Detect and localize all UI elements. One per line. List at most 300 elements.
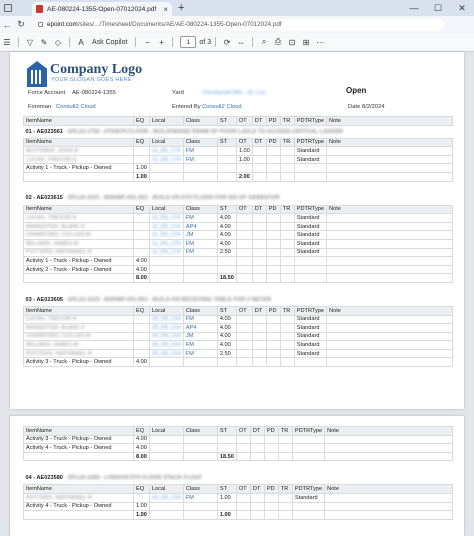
tr-cell: [280, 248, 294, 257]
tr-cell: [280, 315, 294, 324]
local-cell: 11_D5_174: [149, 248, 183, 257]
table-row[interactable]: [24, 248, 453, 257]
eq-cell: 4.00: [134, 444, 150, 453]
section-title: 04 - AE023580: [25, 475, 63, 482]
class-cell: [183, 164, 217, 173]
st-cell: 4.00: [217, 231, 236, 240]
empty-cell: [264, 452, 278, 461]
item-name: BANNISTER, BLAKE D: [24, 222, 134, 231]
column-header: TR: [280, 306, 294, 315]
class-cell: [183, 265, 217, 274]
ot-cell: [236, 349, 252, 358]
empty-cell: [327, 274, 453, 283]
ot-cell: [236, 315, 252, 324]
column-header: Class: [183, 485, 217, 494]
eq-cell: [134, 332, 150, 341]
read-aloud-icon[interactable]: A: [78, 37, 84, 47]
empty-cell: [149, 274, 183, 283]
eq-cell: 1.00: [134, 164, 150, 173]
section-description: - SPL24-1631 - 8000WF-001-851 - BUILD ON 6TH FLOOR FOR SDI OF GENRATOR: [64, 195, 280, 202]
note-cell: [327, 315, 453, 324]
page-total: of 3: [199, 38, 212, 46]
fit-icon[interactable]: ⇔: [237, 37, 246, 47]
empty-cell: [149, 452, 183, 461]
more-icon[interactable]: ⋯: [316, 37, 325, 47]
pd-cell: [266, 341, 280, 350]
table-row[interactable]: [24, 502, 453, 511]
class-cell: JM: [183, 231, 217, 240]
foreman-label: Foreman: [28, 104, 52, 110]
tr-cell: [280, 214, 294, 223]
eq-cell: [134, 315, 150, 324]
search-icon[interactable]: ⌕: [261, 37, 267, 46]
ot-cell: [236, 248, 252, 257]
pdtr-type-cell: Standard: [294, 222, 326, 231]
column-header: EQ: [134, 117, 150, 126]
empty-cell: [294, 172, 326, 181]
class-cell: [183, 435, 217, 444]
browser-titlebar: [0, 0, 474, 16]
table-header-row: [24, 205, 453, 214]
table-row[interactable]: [24, 155, 453, 164]
column-header: PDTRType: [294, 306, 326, 315]
force-account-value: AE-080224-1355: [72, 90, 116, 96]
item-name: Activity 1 - Truck - Pickup - Owned: [24, 257, 134, 266]
item-name: BUTTIMER, JOHN B: [24, 147, 134, 156]
dt-cell: [252, 155, 266, 164]
company-name: Company Logo: [50, 62, 143, 77]
st-cell: [217, 147, 236, 156]
column-header: PD: [266, 306, 280, 315]
table-header-row: [24, 138, 453, 147]
column-header: Class: [183, 306, 217, 315]
column-header: OT: [236, 117, 252, 126]
empty-cell: [292, 452, 324, 461]
tr-cell: [280, 358, 294, 367]
minimize-button[interactable]: —: [409, 3, 419, 13]
pd-cell: [266, 315, 280, 324]
eq-cell: [134, 239, 150, 248]
st-cell: [217, 257, 236, 266]
st-cell: [217, 155, 236, 164]
item-name: MILLARD, JAMES M: [24, 239, 134, 248]
refresh-icon[interactable]: ↻: [17, 19, 25, 29]
save-icon[interactable]: ⊡: [288, 37, 296, 47]
note-cell: [327, 332, 453, 341]
url-path: /sites/.../Timesheet/Documents/AE/AE-080224-1355-Open-07012024.pdf: [77, 21, 282, 28]
back-icon[interactable]: ←: [2, 19, 12, 30]
close-window-button[interactable]: ✕: [458, 3, 466, 13]
section-header: [24, 125, 453, 138]
column-header: OT: [236, 485, 250, 494]
empty-cell: [264, 511, 278, 520]
table-row[interactable]: [24, 324, 453, 333]
ask-copilot-button[interactable]: Ask Copilot: [92, 38, 128, 46]
pdtr-type-cell: [294, 164, 326, 173]
table-row[interactable]: [24, 147, 453, 156]
local-cell: 20_D5_214: [149, 324, 183, 333]
class-cell: [183, 257, 217, 266]
class-cell: FM: [183, 341, 217, 350]
total-label: [24, 511, 134, 520]
table-row[interactable]: [24, 341, 453, 350]
local-cell: [149, 444, 183, 453]
total-label: [24, 274, 134, 283]
empty-cell: [327, 172, 453, 181]
tr-cell: [280, 222, 294, 231]
table-row[interactable]: [24, 257, 453, 266]
column-header: PDTRType: [292, 485, 324, 494]
column-header: ItemName: [24, 485, 134, 494]
column-header: ST: [217, 485, 236, 494]
ot-cell: [236, 444, 250, 453]
pdtr-type-cell: Standard: [294, 332, 326, 341]
dt-cell: [252, 214, 266, 223]
item-name: BANNISTER, BLAKE D: [24, 324, 134, 333]
local-cell: 20_D5_214: [149, 349, 183, 358]
pd-cell: [266, 248, 280, 257]
pd-cell: [266, 147, 280, 156]
class-cell: FM: [183, 147, 217, 156]
total-ot: [236, 452, 250, 461]
st-cell: [217, 265, 236, 274]
pd-cell: [264, 502, 278, 511]
tab-title: AE-080224-1355-Open-07012024.pdf: [47, 5, 157, 13]
eq-cell: 4.00: [134, 358, 150, 367]
empty-cell: [266, 274, 280, 283]
class-cell: AP4: [183, 222, 217, 231]
draw-icon[interactable]: ▽: [26, 37, 34, 47]
column-header: TR: [280, 117, 294, 126]
section-header: [24, 472, 453, 485]
total-st: [217, 172, 236, 181]
table-row[interactable]: [24, 358, 453, 367]
dt-cell: [250, 493, 264, 502]
maximize-button[interactable]: ☐: [433, 3, 443, 13]
note-cell: [327, 164, 453, 173]
column-header: ItemName: [24, 205, 134, 214]
local-cell: [149, 164, 183, 173]
table-row[interactable]: [24, 265, 453, 274]
tr-cell: [280, 147, 294, 156]
item-name: Activity 4 - Truck - Pickup - Owned: [24, 502, 134, 511]
column-header: PDTRType: [292, 427, 324, 436]
st-cell: 2.50: [217, 248, 236, 257]
column-header: EQ: [134, 138, 150, 147]
workspaces-icon[interactable]: [4, 4, 12, 12]
local-cell: 11_D5_174: [149, 222, 183, 231]
lock-icon[interactable]: [38, 22, 43, 27]
tr-cell: [278, 502, 292, 511]
column-header: Note: [325, 427, 453, 436]
total-eq: 1.00: [134, 172, 150, 181]
column-header: ST: [217, 117, 236, 126]
total-label: [24, 172, 134, 181]
empty-cell: [149, 511, 183, 520]
pdtr-type-cell: Standard: [294, 349, 326, 358]
table-row[interactable]: [24, 231, 453, 240]
dt-cell: [252, 147, 266, 156]
note-cell: [327, 231, 453, 240]
pdtr-type-cell: [294, 257, 326, 266]
dt-cell: [252, 257, 266, 266]
timesheet-table: [23, 116, 453, 367]
st-cell: [217, 444, 236, 453]
pd-cell: [266, 239, 280, 248]
eq-cell: [134, 231, 150, 240]
column-header: Local: [149, 117, 183, 126]
page-number-input[interactable]: 1: [180, 36, 196, 48]
pdtr-type-cell: [292, 444, 324, 453]
pdtr-type-cell: Standard: [294, 214, 326, 223]
column-header: DT: [252, 306, 266, 315]
yard-value: Cleveland/Cliffs - St. Lou.: [202, 90, 268, 96]
close-tab-icon[interactable]: ×: [163, 4, 168, 14]
empty-cell: [252, 274, 266, 283]
note-cell: [327, 349, 453, 358]
column-header: EQ: [134, 205, 150, 214]
column-header: Class: [183, 138, 217, 147]
class-cell: AP4: [183, 324, 217, 333]
table-row[interactable]: [24, 435, 453, 444]
pd-cell: [266, 349, 280, 358]
empty-cell: [325, 511, 453, 520]
total-ot: 2.00: [236, 172, 252, 181]
ot-cell: 1.00: [236, 155, 252, 164]
empty-cell: [325, 452, 453, 461]
section-title: 02 - AE023615: [25, 195, 63, 202]
zoom-out-icon[interactable]: −: [145, 37, 150, 47]
date-value: 8/2/2024: [362, 104, 385, 110]
section-description: - SPL24-1668 - LONDON 6TH FLOOR STACK FLOAT: [64, 475, 202, 482]
erase-icon[interactable]: ◇: [54, 37, 62, 47]
total-eq: 1.00: [134, 511, 150, 520]
pd-cell: [266, 164, 280, 173]
section-header: [24, 192, 453, 205]
table-row[interactable]: [24, 349, 453, 358]
column-header: EQ: [134, 427, 150, 436]
column-header: ItemName: [24, 306, 134, 315]
print-icon[interactable]: ⎙: [274, 37, 282, 46]
ot-cell: [236, 164, 252, 173]
table-row[interactable]: [24, 315, 453, 324]
column-header: Class: [183, 117, 217, 126]
class-cell: [183, 358, 217, 367]
tr-cell: [280, 231, 294, 240]
pd-cell: [266, 231, 280, 240]
eq-cell: 4.00: [134, 265, 150, 274]
empty-cell: [183, 452, 217, 461]
column-header: ST: [217, 427, 236, 436]
pd-cell: [264, 493, 278, 502]
st-cell: 4.00: [217, 324, 236, 333]
pdtr-type-cell: [292, 502, 324, 511]
note-cell: [327, 248, 453, 257]
column-header: DT: [252, 138, 266, 147]
st-cell: [217, 358, 236, 367]
pdtr-type-cell: Standard: [294, 341, 326, 350]
column-header: OT: [236, 427, 250, 436]
local-cell: 20_D5_214: [149, 315, 183, 324]
table-header-row: [24, 485, 453, 494]
column-header: PD: [264, 427, 278, 436]
browser-tab[interactable]: [32, 2, 172, 16]
pdf-page-1: [10, 52, 464, 409]
column-header: ItemName: [24, 138, 134, 147]
st-cell: 4.00: [217, 341, 236, 350]
empty-cell: [183, 274, 217, 283]
eq-cell: [134, 248, 150, 257]
eq-cell: [134, 341, 150, 350]
section-description: - SPL24-1629 - 8000WF-001-851 - BUILD ON RECEIVING TABLE FOR 2 METER: [64, 296, 272, 303]
total-st: 18.50: [217, 274, 236, 283]
local-cell: 20_D5_214: [149, 341, 183, 350]
table-row[interactable]: [24, 239, 453, 248]
local-cell: 20_D5_214: [149, 493, 183, 502]
ot-cell: [236, 435, 250, 444]
table-row[interactable]: [24, 164, 453, 173]
column-header: DT: [250, 427, 264, 436]
total-row: [24, 452, 453, 461]
dt-cell: [252, 222, 266, 231]
date-label: Date: [348, 104, 361, 110]
column-header: TR: [280, 138, 294, 147]
address-bar-row: [0, 16, 474, 33]
st-cell: 1.00: [217, 493, 236, 502]
st-cell: 2.50: [217, 349, 236, 358]
table-row[interactable]: [24, 444, 453, 453]
company-slogan: YOUR SLOGAN GOES HERE: [51, 77, 132, 83]
section-header: [24, 293, 453, 306]
st-cell: 4.00: [217, 214, 236, 223]
table-row[interactable]: [24, 332, 453, 341]
pdf-viewer[interactable]: [0, 52, 474, 526]
dt-cell: [252, 324, 266, 333]
contents-icon[interactable]: ☰: [3, 37, 11, 47]
pdtr-type-cell: Standard: [294, 155, 326, 164]
column-header: TR: [278, 427, 292, 436]
local-cell: 11_D5_174: [149, 239, 183, 248]
table-row[interactable]: [24, 214, 453, 223]
pd-cell: [264, 444, 278, 453]
dt-cell: [252, 265, 266, 274]
pdtr-type-cell: Standard: [294, 315, 326, 324]
eq-cell: 4.00: [134, 435, 150, 444]
table-header-row: [24, 306, 453, 315]
zoom-in-icon[interactable]: +: [159, 37, 164, 47]
entered-by-label: Entered By: [172, 104, 201, 110]
class-cell: [183, 502, 217, 511]
column-header: TR: [280, 205, 294, 214]
item-name: Activity 2 - Truck - Pickup - Owned: [24, 265, 134, 274]
column-header: Local: [149, 138, 183, 147]
item-name: CRAWFORD, COLLEN M: [24, 231, 134, 240]
pdf-icon: [36, 5, 43, 13]
note-cell: [327, 358, 453, 367]
local-cell: 11_D5_174: [149, 155, 183, 164]
yard-label: Yard: [172, 90, 184, 96]
ot-cell: [236, 332, 252, 341]
column-header: Class: [183, 205, 217, 214]
item-name: LUCAS, TREVOR H: [24, 315, 134, 324]
note-cell: [327, 341, 453, 350]
dt-cell: [252, 332, 266, 341]
ot-cell: [236, 222, 252, 231]
note-cell: [327, 147, 453, 156]
section-description: - SPL24-1759 - 6TH/8TH FLOOR - BUILD/INSIDE DRAW OF POOR LADLE TO ACCESS CRITICAL LADDER: [64, 128, 343, 135]
item-name: LUCAS, TREVOR H: [24, 155, 134, 164]
address-bar[interactable]: [34, 19, 444, 31]
ot-cell: [236, 324, 252, 333]
column-header: PD: [264, 485, 278, 494]
class-cell: FM: [183, 248, 217, 257]
section-title: 03 - AE023605: [25, 296, 63, 303]
total-row: [24, 274, 453, 283]
column-header: ItemName: [24, 117, 134, 126]
empty-cell: [294, 274, 326, 283]
pd-cell: [266, 257, 280, 266]
eq-cell: [134, 493, 150, 502]
local-cell: [149, 257, 183, 266]
dt-cell: [252, 248, 266, 257]
local-cell: 11_D5_174: [149, 214, 183, 223]
item-name: Activity 3 - Truck - Pickup - Owned: [24, 435, 134, 444]
eq-cell: [134, 324, 150, 333]
pd-cell: [266, 332, 280, 341]
column-header: Note: [327, 138, 453, 147]
save-as-icon[interactable]: ⊞: [302, 37, 310, 47]
column-header: OT: [236, 306, 252, 315]
ot-cell: [236, 214, 252, 223]
column-header: ST: [217, 205, 236, 214]
st-cell: 4.00: [217, 332, 236, 341]
pdtr-type-cell: Standard: [294, 248, 326, 257]
eq-cell: [134, 147, 150, 156]
empty-cell: [250, 452, 264, 461]
highlight-icon[interactable]: ✎: [40, 37, 48, 47]
note-cell: [325, 493, 453, 502]
eq-cell: [134, 349, 150, 358]
dt-cell: [252, 164, 266, 173]
column-header: PD: [266, 138, 280, 147]
tr-cell: [280, 324, 294, 333]
table-row[interactable]: [24, 222, 453, 231]
item-name: MILLARD, JAMES M: [24, 341, 134, 350]
note-cell: [325, 435, 453, 444]
pd-cell: [266, 358, 280, 367]
pdf-page-2: [10, 416, 464, 536]
class-cell: FM: [183, 239, 217, 248]
entered-by-value: Consult2 Cloud: [202, 104, 242, 110]
tr-cell: [278, 435, 292, 444]
column-header: DT: [250, 485, 264, 494]
note-cell: [327, 155, 453, 164]
new-tab-button[interactable]: +: [178, 2, 185, 14]
pdtr-type-cell: Standard: [294, 231, 326, 240]
tr-cell: [280, 349, 294, 358]
note-cell: [327, 239, 453, 248]
empty-cell: [280, 172, 294, 181]
ot-cell: [236, 341, 252, 350]
class-cell: FM: [183, 493, 217, 502]
empty-cell: [292, 511, 324, 520]
item-name: POTTERS, NATHANIEL R: [24, 248, 134, 257]
table-row[interactable]: [24, 493, 453, 502]
ot-cell: [236, 502, 250, 511]
total-st: 18.50: [217, 452, 236, 461]
rotate-icon[interactable]: ⟳: [223, 37, 231, 47]
item-name: Activity 1 - Truck - Pickup - Owned: [24, 164, 134, 173]
